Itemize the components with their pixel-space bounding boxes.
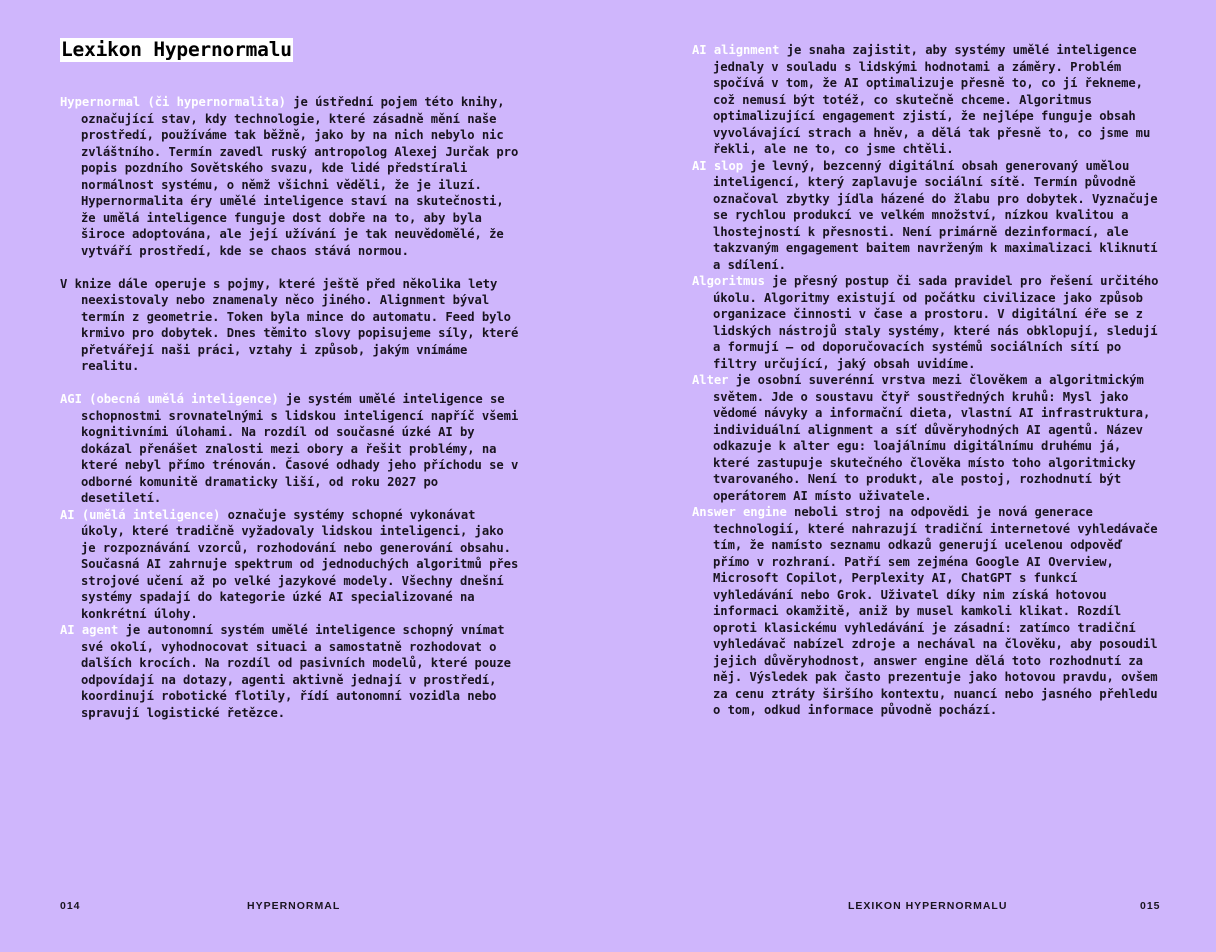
term-ai-agent: AI agent — [60, 623, 119, 637]
term-hypernormal: Hypernormal (či hypernormalita) — [60, 95, 286, 109]
lexicon-entry-agi — [60, 391, 525, 507]
definition-algoritmus: je přesný postup či sada pravidel pro řešení určitého úkolu. Algoritmy existují od počátku civilizace jako způsob organizace činnosti v čase a prostoru. V digitální éře se z lidských nástrojů staly systémy, které nás obklopují, sledují a formují – od doporučovacích systémů sociálních sítí po filtry určující, jaký obsah uvidíme. — [713, 274, 1159, 371]
term-ai-slop: AI slop — [692, 158, 744, 173]
intro-paragraph-terms — [60, 276, 525, 375]
lexicon-entry-algoritmus — [692, 273, 1162, 372]
footer-page-number-right: 015 — [1140, 900, 1161, 912]
intro-paragraph-terms-text: V knize dále operuje s pojmy, které ještě před několika lety neexistovaly nebo znamenaly něco jiného. Alignment býval termín z geometrie. Token byla mince do automatu. Feed bylo krmivo pro dobytek. Dnes těmito slovy popisujeme síly, které přetvářejí naši práci, vztahy i způsob, jakým vnímáme realitu. — [60, 276, 519, 373]
definition-ai-alignment: je snaha zajistit, aby systémy umělé inteligence jednaly v souladu s lidskými hodnotami a záměry. Problém spočívá v tom, že AI optimalizuje přesně to, co jí řekneme, což nemusí být totéž, co skutečně chceme. Algoritmus optimalizující engagement zjistí, že nejlépe funguje obsah vyvolávající strach a hněv, a dělá tak přesně to, co jsme mu řekli, ale ne to, co jsme chtěli. — [713, 43, 1151, 156]
intro-paragraph-hypernormal — [60, 94, 525, 259]
term-agi: AGI (obecná umělá inteligence) — [60, 392, 279, 406]
definition-hypernormal: je ústřední pojem této knihy, označující stav, kdy technologie, které zásadně mění naše prostředí, používáme tak běžně, jako by na nich nebylo nic zvláštního. Termín zavedl ruský antropolog Alexej Jurčak pro popis pozdního Sovětského svazu, kde lidé předstírali normálnost systému, o němž všichni věděli, že je iluzí. Hypernormalita éry umělé inteligence staví na skutečnosti, že umělá inteligence funguje dost dobře na to, aby byla široce adoptována, ale její užívání je tak neuvědomělé, že vytváří prostředí, kde se chaos stává normou. — [81, 95, 519, 258]
term-ai: AI (umělá inteligence) — [60, 507, 221, 522]
definition-ai: označuje systémy schopné vykonávat úkoly, které tradičně vyžadovaly lidskou inteligenci, jako je rozpoznávání vzorců, rozhodování nebo generování obsahu. Současná AI zahrnuje spektrum od jednoduchých algoritmů přes strojové učení až po velké jazykové modely. Všechny dnešní systémy spadají do kategorie úzké AI specializované na konkrétní úlohy. — [81, 507, 519, 621]
footer-running-title-right: LEXIKON HYPERNORMALU — [848, 900, 1008, 912]
term-answer-engine: Answer engine — [692, 505, 787, 519]
footer-page-number-left: 014 — [60, 900, 81, 912]
lexicon-entry-answer-engine — [692, 504, 1162, 719]
right-text-flow — [692, 42, 1162, 719]
lexicon-entry-alter — [692, 372, 1162, 504]
definition-answer-engine: neboli stroj na odpovědi je nová generace technologií, které nahrazují tradiční internetové vyhledávače tím, že namísto seznamu odkazů generují ucelenou odpověď přímo v rozhraní. Patří sem zejména Google AI Overview, Microsoft Copilot, Perplexity AI, ChatGPT s funkcí vyhledávání nebo Grok. Uživatel díky nim získá hotovou informaci okamžitě, aniž by musel kamkoli klikat. Rozdíl oproti klasickému vyhledávání je zásadní: zatímco tradiční vyhledávač nabízel zdroje a nechával na člověku, aby posoudil jejich důvěryhodnost, answer engine dělá toto rozhodnutí za něj. Výsledek pak často prezentuje jako hotovou pravdu, ovšem za cenu ztráty širšího kontextu, nuancí nebo jasného přehledu o tom, odkud informace původně pochází. — [713, 505, 1158, 717]
definition-alter: je osobní suverénní vrstva mezi člověkem a algoritmickým světem. Jde o soustavu čtyř soustředných kruhů: Mysl jako vědomé návyky a informační dieta, vlastní AI infrastruktura, individuální alignment a síť důvěryhodných AI agentů. Název odkazuje k alter egu: loajálnímu digitálnímu druhému já, které zastupuje skutečného člověka místo toho algoritmicky tvarovaného. Není to produkt, ale postoj, rozhodnutí být operátorem AI místo uživatele. — [713, 373, 1151, 503]
term-alter: Alter — [692, 373, 729, 387]
definition-ai-agent: je autonomní systém umělé inteligence schopný vnímat své okolí, vyhodnocovat situaci a samostatně rozhodovat o dalších krocích. Na rozdíl od pasivních modelů, které pouze odpovídají na dotazy, agenti aktivně jednají v prostředí, koordinují robotické flotily, řídí autonomní vozidla nebo spravují logistické řetězce. — [81, 623, 511, 720]
term-ai-alignment: AI alignment — [692, 43, 780, 57]
page-title: Lexikon Hypernormalu — [61, 38, 292, 61]
lexicon-entry-ai-alignment — [692, 42, 1162, 158]
term-algoritmus: Algoritmus — [692, 274, 765, 288]
footer-running-title-left: HYPERNORMAL — [247, 900, 341, 912]
lexicon-entry-ai-agent — [60, 622, 525, 721]
lexicon-entry-ai-slop — [692, 158, 1162, 274]
definition-agi: je systém umělé inteligence se schopnostmi srovnatelnými s lidskou inteligencí napříč všemi kognitivními úlohami. Na rozdíl od současné úzké AI by dokázal přenášet znalosti mezi obory a řešit problémy, na které nebyl přímo trénován. Časové odhady jeho příchodu se v odborné komunitě dramaticky liší, od roku 2027 po desetiletí. — [81, 392, 519, 505]
left-page — [60, 0, 525, 952]
definition-ai-slop: je levný, bezcenný digitální obsah generovaný umělou inteligencí, který zaplavuje sociální sítě. Termín původně označoval zbytky jídla házené do žlabu pro dobytek. Vyznačuje se rychlou produkcí ve velkém množství, nízkou kvalitou a lhostejností k přesnosti. Není primárně dezinformací, ale takzvaným engagement baitem navrženým k maximalizaci kliknutí a sdílení. — [713, 158, 1158, 272]
right-page — [692, 0, 1162, 952]
lexicon-entry-ai — [60, 507, 525, 623]
left-text-flow — [60, 94, 525, 721]
